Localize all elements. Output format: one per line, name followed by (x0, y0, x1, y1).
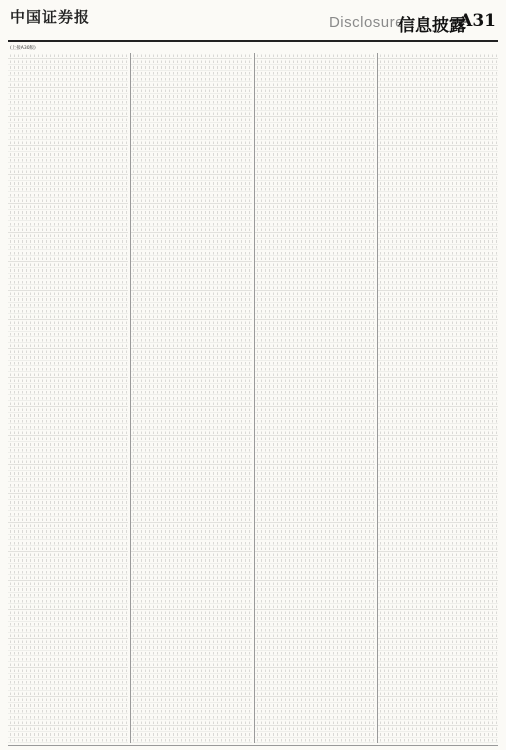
footer-rule (8, 745, 498, 746)
section-name-english: Disclosure (328, 14, 404, 31)
table-column-4 (377, 53, 498, 743)
continued-from-label: (上接A30版) (10, 45, 36, 51)
unreadable-rows (378, 53, 498, 743)
section-name-chinese: 信息披露 (398, 16, 466, 36)
masthead-rule (8, 40, 498, 42)
page-number: A31 (459, 11, 496, 31)
table-column-2 (130, 53, 251, 743)
listing-table (8, 53, 498, 743)
table-column-3 (254, 53, 375, 743)
table-column-1 (8, 53, 128, 743)
unreadable-rows (255, 53, 375, 743)
paper-name: 中国证券报 (10, 8, 91, 26)
unreadable-rows (131, 53, 251, 743)
unreadable-rows (8, 53, 128, 743)
masthead (8, 6, 498, 40)
